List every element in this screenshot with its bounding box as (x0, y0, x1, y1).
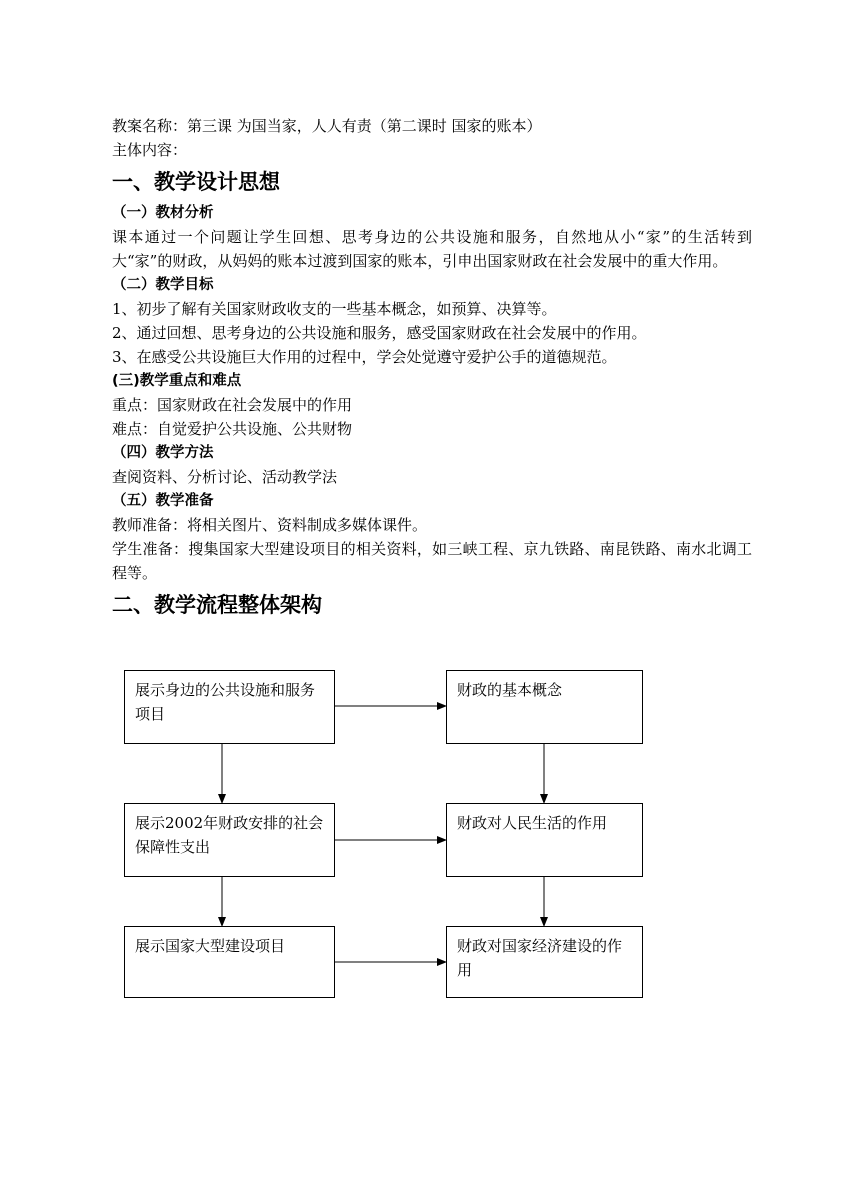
difficulty-text: 难点：自觉爱护公共设施、公共财物 (112, 420, 353, 438)
lesson-title: 教案名称：第三课 为国当家，人人有责（第二课时 国家的账本） (112, 117, 542, 135)
key-point-text: 重点：国家财政在社会发展中的作用 (112, 396, 353, 414)
subheading-preparation: （五）教学准备 (112, 493, 214, 509)
flow-box-left-1: 展示身边的公共设施和服务项目 (124, 670, 335, 744)
student-preparation-text: 学生准备：搜集国家大型建设项目的相关资料，如三峡工程、京九铁路、南昆铁路、南水北调工程等。 (112, 540, 752, 582)
flow-box-right-2: 财政对人民生活的作用 (446, 803, 643, 877)
goal-item: 2、通过回想、思考身边的公共设施和服务，感受国家财政在社会发展中的作用。 (112, 324, 647, 342)
subheading-material: （一）教材分析 (112, 205, 214, 221)
flow-box-right-1: 财政的基本概念 (446, 670, 643, 744)
methods-text: 查阅资料、分析讨论、活动教学法 (112, 468, 338, 486)
subheading-methods: （四）教学方法 (112, 445, 214, 461)
teacher-preparation-text: 教师准备：将相关图片、资料制成多媒体课件。 (112, 516, 428, 534)
material-analysis-text: 课本通过一个问题让学生回想、思考身边的公共设施和服务，自然地从小“家”的生活转到大“家”的财政，从妈妈的账本过渡到国家的账本，引申出国家财政在社会发展中的重大作用。 (112, 228, 752, 270)
subheading-key-points: (三)教学重点和难点 (112, 373, 242, 389)
subject-label: 主体内容： (112, 141, 188, 159)
flow-box-right-3: 财政对国家经济建设的作用 (446, 926, 643, 998)
document-body (112, 114, 752, 624)
subheading-goals: （二）教学目标 (112, 277, 214, 293)
section-heading-flow: 二、教学流程整体架构 (112, 593, 322, 617)
section-heading-design: 一、教学设计思想 (112, 170, 280, 194)
flow-box-left-3: 展示国家大型建设项目 (124, 926, 335, 998)
flow-box-left-2: 展示2002年财政安排的社会保障性支出 (124, 803, 335, 877)
goal-item: 3、在感受公共设施巨大作用的过程中，学会处觉遵守爱护公手的道德规范。 (112, 348, 617, 366)
goal-item: 1、初步了解有关国家财政收支的一些基本概念，如预算、决算等。 (112, 300, 557, 318)
